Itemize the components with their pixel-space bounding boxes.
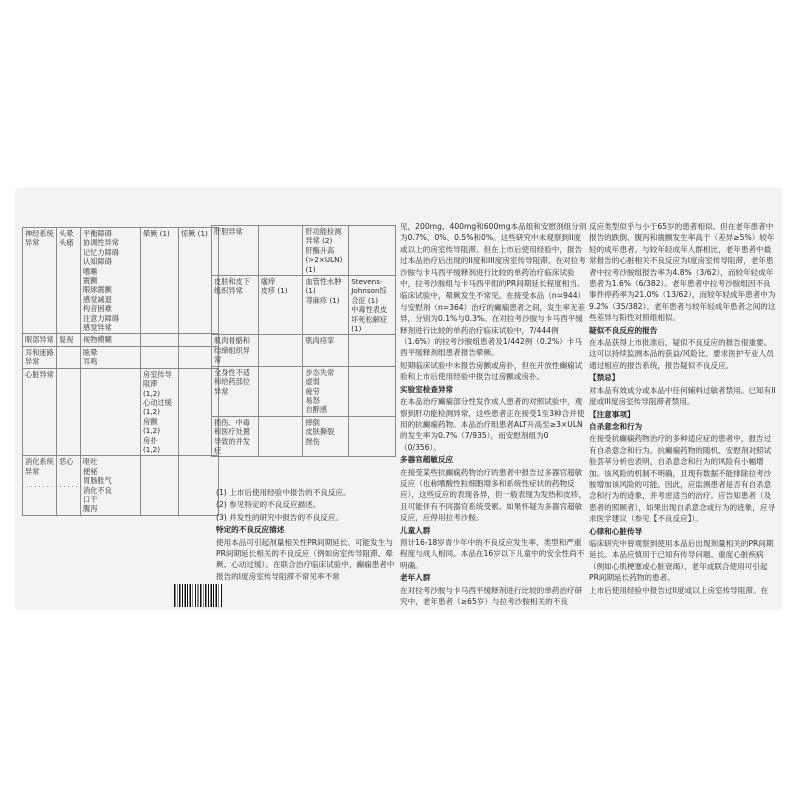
- reaction-cell: 摔倒 皮肤撕裂 挫伤: [303, 416, 349, 457]
- table-1-body: [23, 228, 219, 516]
- organ-system-cell: 肝胆异常: [212, 226, 259, 276]
- section-heading: 多器官超敏反应: [400, 455, 454, 465]
- organ-system-cell: 消化系统异常: [23, 456, 57, 515]
- paragraph: 在接受抗癫痫药物治疗的多种适应症的患者中，报告过有自杀意念和行为。抗癫痫药物的随机、安慰剂对照试验荟萃分析也表明，自杀意念和行为的风险有小幅增加。该风险的机制不明确，且现有数据不能排除拉考沙胺增加该风险的可能。因此，应监测患者是否有自杀意念和行为的迹象，并考虑适当的治疗。应告知患者（及患者的照顾者），如果出现自杀意念或行为的迹象，应寻求医学建议（参见【不良反应】）。: [589, 434, 776, 524]
- organ-system-cell: 耳和迷路异常: [23, 346, 57, 368]
- reaction-cell: [57, 368, 81, 456]
- table-row: [212, 366, 396, 416]
- table-row: [23, 368, 219, 456]
- section-heading: 疑似不良反应的报告: [589, 325, 658, 335]
- paragraph: 见，200mg、400mg和600mg本品组和安慰剂组分别为0.7%、0%、0.5%和0%。这些研究中未观察到II度或以上的房室传导阻滞。但在上市后使用经验中，报告过本品治疗后出现的II度和III度房室传导阻滞。在对拉考沙胺与卡马西平缓释剂进行比较的单药治疗临床试验中，拉考沙胺组与卡马西平组的PR间期延长程度相当。: [400, 222, 587, 289]
- reaction-cell: [349, 335, 396, 366]
- table-row: [212, 226, 396, 276]
- reaction-cell: [141, 346, 179, 368]
- paragraph: 临床试验中，晕厥发生不常见。在接受本品（n=944）与安慰剂（n=364）治疗的癫痫患者之间，发生率无差异，分别为0.1%与0.3%。在对拉考沙胺与卡马西平缓释剂进行比较的单药治疗临床试验中，7/444例（1.6%）的拉考沙胺组患者及1/442例（0.2%）卡马西平缓释剂组患者报告晕厥。: [400, 291, 586, 358]
- organ-system-cell: 损伤、中毒和医疗处置导致的并发症: [212, 416, 259, 457]
- reaction-cell: 肌肉痉挛: [303, 335, 349, 366]
- reaction-cell: [258, 366, 303, 416]
- reaction-cell: [141, 456, 179, 515]
- reaction-cell: Stevens-Johnson综合征 (1) 中毒性表皮坏死松解症 (1): [349, 276, 396, 335]
- text-column-4: [589, 221, 776, 597]
- section-heading: 心律和心脏传导: [589, 526, 643, 536]
- section-heading: 特定的不良反应描述: [216, 525, 285, 535]
- reaction-cell: 房室传导阻滞 (1,2) 心动过缓 (1,2) 房颤 (1,2) 房扑 (1,2): [141, 368, 179, 456]
- reaction-cell: 呕吐 便秘 胃肠胀气 消化不良 口干 腹泻: [81, 456, 141, 515]
- table-2-body: [212, 226, 396, 457]
- table-row: [212, 416, 396, 457]
- paragraph: 短期临床试验中未报告房颤或房扑，但在开放性癫痫试验和上市后使用经验中报告过房颤或房扑。: [400, 360, 583, 382]
- reaction-cell: 晕厥 (1): [141, 228, 179, 334]
- reaction-cell: 眩晕 耳鸣: [81, 346, 141, 368]
- table-row: [23, 334, 219, 346]
- paragraph: 在对拉考沙胺与卡马西平缓释剂进行比较的单药治疗研究中，老年患者（≥65岁）与拉考沙胺相关的不良: [400, 585, 583, 606]
- organ-system-cell: 神经系统异常: [23, 228, 57, 334]
- reaction-cell: [57, 346, 81, 368]
- organ-system-cell: 眼部异常: [23, 334, 57, 346]
- leaflet-sheet: [16, 189, 781, 609]
- paragraph: 在本品获得上市批准后，疑似不良反应的报告很重要。这可以持续监测本品的获益/风险比。要求医护专业人员通过相应的报告系统，报告疑似不良反应。: [589, 338, 774, 370]
- reaction-cell: 头晕 头痛: [57, 228, 81, 334]
- adverse-reaction-table-1: [22, 227, 219, 516]
- reaction-cell: 惊厥 (1): [179, 228, 219, 334]
- paragraph: 预计16-18岁青少年中的不良反应发生率、类型和严重程度与成人相同。本品在16岁以下儿童中的安全性尚不明确。: [400, 537, 585, 570]
- footnote-1: (1) 上市后使用经验中报告的不良反应。: [216, 488, 351, 497]
- section-heading: 自杀意念和行为: [589, 421, 643, 431]
- paragraph: 反应类型似乎与小于65岁的患者相似。但在老年患者中报告的跌倒、腹泻和震颤发生率高于（差异≥5%）较年轻的成年患者。与较年轻成年人群相比，老年患者中最常报告的心脏相关不良反应为I度房室传导阻滞，老年患者中拉考沙胺组报告率为4.8%（3/62），而较年轻成年患者为1.6%（6/382）。老年患者中拉考沙胺组因不良事件停药率为21.0%（13/62），而较年轻成年患者中为9.2%（35/382）。老年患者与较年轻成年患者之间的这些差异与阳性对照组相似。: [589, 222, 776, 323]
- reaction-cell: 恶心: [57, 456, 81, 515]
- reaction-cell: 血管性水肿 (1) 荨麻疹 (1): [303, 276, 349, 335]
- reaction-cell: [141, 334, 179, 346]
- table-row: [212, 276, 396, 335]
- section-heading: 老年人群: [400, 573, 431, 583]
- reaction-cell: 瘙痒 皮疹 (1): [258, 276, 303, 335]
- reaction-cell: 肝功能检测异常 (2) 肝酶升高 (>2×ULN) (1): [303, 226, 349, 276]
- organ-system-cell: 肌肉骨骼和结缔组织异常: [212, 335, 259, 366]
- barcode: [174, 584, 222, 607]
- organ-system-cell: 全身性不适和给药部位异常: [212, 366, 259, 416]
- organ-system-cell: 心脏异常: [23, 368, 57, 456]
- reaction-cell: [349, 366, 396, 416]
- reaction-cell: [349, 416, 396, 457]
- reaction-cell: [349, 226, 396, 276]
- reaction-cell: 平衡障碍 协调性异常 记忆力障碍 认知障碍 嗜睡 震颤 眼球震颤 感觉减退 构音困难 注意力障碍 感觉异常: [81, 228, 141, 334]
- dotted-separator: · · · · · · · · · · · · · · ·: [22, 483, 82, 491]
- reaction-cell: [258, 335, 303, 366]
- section-heading: 【禁忌】: [589, 373, 620, 383]
- reaction-cell: 步态失常 虚弱 疲劳 易怒 自醉感: [303, 366, 349, 416]
- table-row: [23, 228, 219, 334]
- table-notes: [216, 487, 401, 583]
- paragraph: 在接受某些抗癫痫药物治疗的患者中报告过多器官超敏反应（也称嗜酸性粒细胞增多和系统性症状的药物反应），这些反应的表现各异，但一般表现为发热和皮疹，且可能伴有不同器官系统受累。如果怀疑为多器官超敏反应，应停用拉考沙胺。: [400, 467, 587, 523]
- footnote-3: (3) 并发性的研究中报告的不良反应。: [216, 512, 344, 522]
- paragraph: 在本品治疗癫痫部分性发作成人患者的对照试验中，观察到肝功能检测异常，这些患者正在接受1至3种合并使用的抗癫痫药物。本品治疗组患者ALT升高至≥3×ULN的发生率为0.7%（7/935），而安慰剂组为0（0/356）。: [400, 397, 585, 452]
- reaction-cell: [258, 416, 303, 457]
- reaction-cell: 复视: [57, 334, 81, 346]
- reaction-cell: [258, 226, 303, 276]
- table-row: [212, 335, 396, 366]
- table-row: [23, 346, 219, 368]
- adverse-reaction-table-2: [211, 225, 396, 457]
- paragraph: 上市后使用经验中报告过II度或以上房室传导阻滞。在: [589, 585, 769, 595]
- section-heading: 【注意事项】: [589, 409, 635, 419]
- section-heading: 儿童人群: [400, 525, 431, 535]
- reaction-cell: [81, 368, 141, 456]
- paragraph: 使用本品可引起剂量相关性PR间期延长。可能发生与PR间期延长相关的不良反应（例如房室传导阻滞、晕厥、心动过缓）。在联合治疗临床试验中，癫痫患者中报告的I度房室传导阻滞不常见率不常: [216, 537, 395, 581]
- organ-system-cell: 皮肤和皮下组织异常: [212, 276, 259, 335]
- reaction-cell: 视物模糊: [81, 334, 141, 346]
- section-heading: 实验室检查异常: [400, 384, 454, 394]
- reaction-cell: [179, 456, 219, 515]
- paragraph: 临床研究中曾观察到使用本品后出现剂量相关的PR间期延长。本品应慎用于已知有传导问题、重度心脏疾病（例如心肌梗塞或心脏衰竭）、老年或联合使用可引起PR间期延长药物的患者。: [589, 538, 774, 583]
- paragraph: 对本品有效成分或本品中任何辅料过敏者禁用。已知有II度或III度房室传导阻滞者禁用。: [589, 385, 776, 407]
- footnote-2: (2) 参见特定的不良反应描述。: [216, 500, 321, 510]
- text-column-3: [400, 221, 588, 608]
